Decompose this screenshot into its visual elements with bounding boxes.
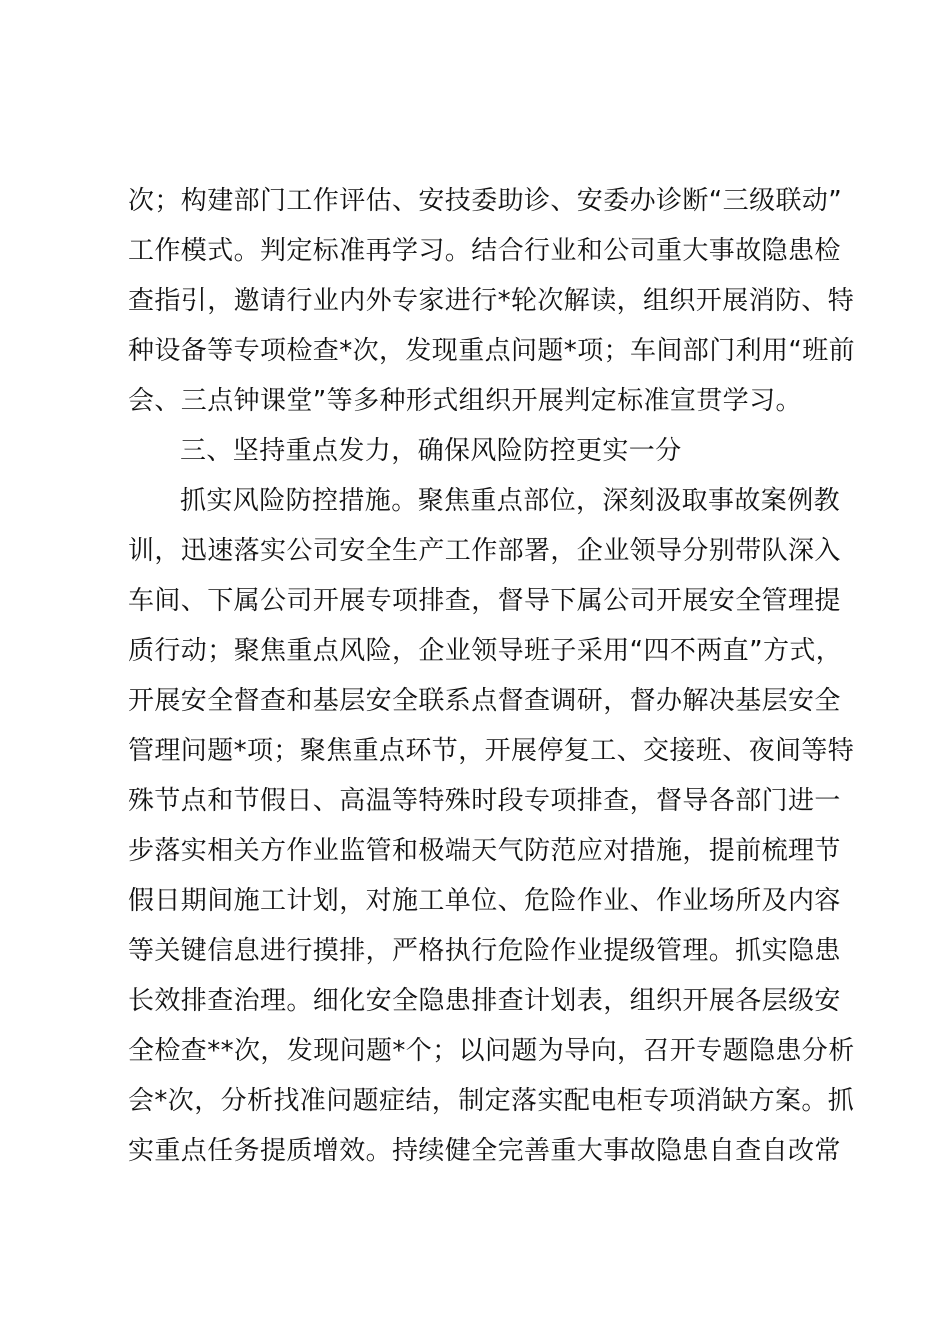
text-line-15: 假日期间施工计划，对施工单位、危险作业、作业场所及内容	[128, 886, 841, 916]
text-line-16: 等关键信息进行摸排，严格执行危险作业提级管理。抓实隐患	[128, 936, 841, 966]
text-line-19: 会*次，分析找准问题症结，制定落实配电柜专项消缺方案。抓	[128, 1086, 855, 1116]
text-line-11: 开展安全督查和基层安全联系点督查调研，督办解决基层安全	[128, 686, 841, 716]
text-line-3: 查指引，邀请行业内外专家进行*轮次解读，组织开展消防、特	[128, 286, 855, 316]
text-line-2: 工作模式。判定标准再学习。结合行业和公司重大事故隐患检	[128, 236, 841, 266]
text-line-17: 长效排查治理。细化安全隐患排查计划表，组织开展各层级安	[128, 986, 841, 1016]
text-line-8: 训，迅速落实公司安全生产工作部署，企业领导分别带队深入	[128, 536, 841, 566]
text-line-20: 实重点任务提质增效。持续健全完善重大事故隐患自查自改常	[128, 1136, 841, 1166]
text-line-14: 步落实相关方作业监管和极端天气防范应对措施，提前梳理节	[128, 836, 841, 866]
text-line-7: 抓实风险防控措施。聚焦重点部位，深刻汲取事故案例教	[180, 486, 841, 516]
text-line-10: 质行动；聚焦重点风险，企业领导班子采用“四不两直”方式，	[128, 636, 843, 666]
section-heading: 三、坚持重点发力，确保风险防控更实一分	[180, 436, 682, 466]
text-line-12: 管理问题*项；聚焦重点环节，开展停复工、交接班、夜间等特	[128, 736, 855, 766]
text-line-13: 殊节点和节假日、高温等特殊时段专项排查，督导各部门进一	[128, 786, 841, 816]
text-line-1: 次；构建部门工作评估、安技委助诊、安委办诊断“三级联动”	[128, 186, 843, 216]
text-line-9: 车间、下属公司开展专项排查，督导下属公司开展安全管理提	[128, 586, 841, 616]
text-line-5: 会、三点钟课堂”等多种形式组织开展判定标准宣贯学习。	[128, 386, 802, 416]
text-line-18: 全检查**次，发现问题*个；以问题为导向，召开专题隐患分析	[128, 1036, 855, 1066]
text-line-4: 种设备等专项检查*次，发现重点问题*项；车间部门利用“班前	[128, 336, 856, 366]
